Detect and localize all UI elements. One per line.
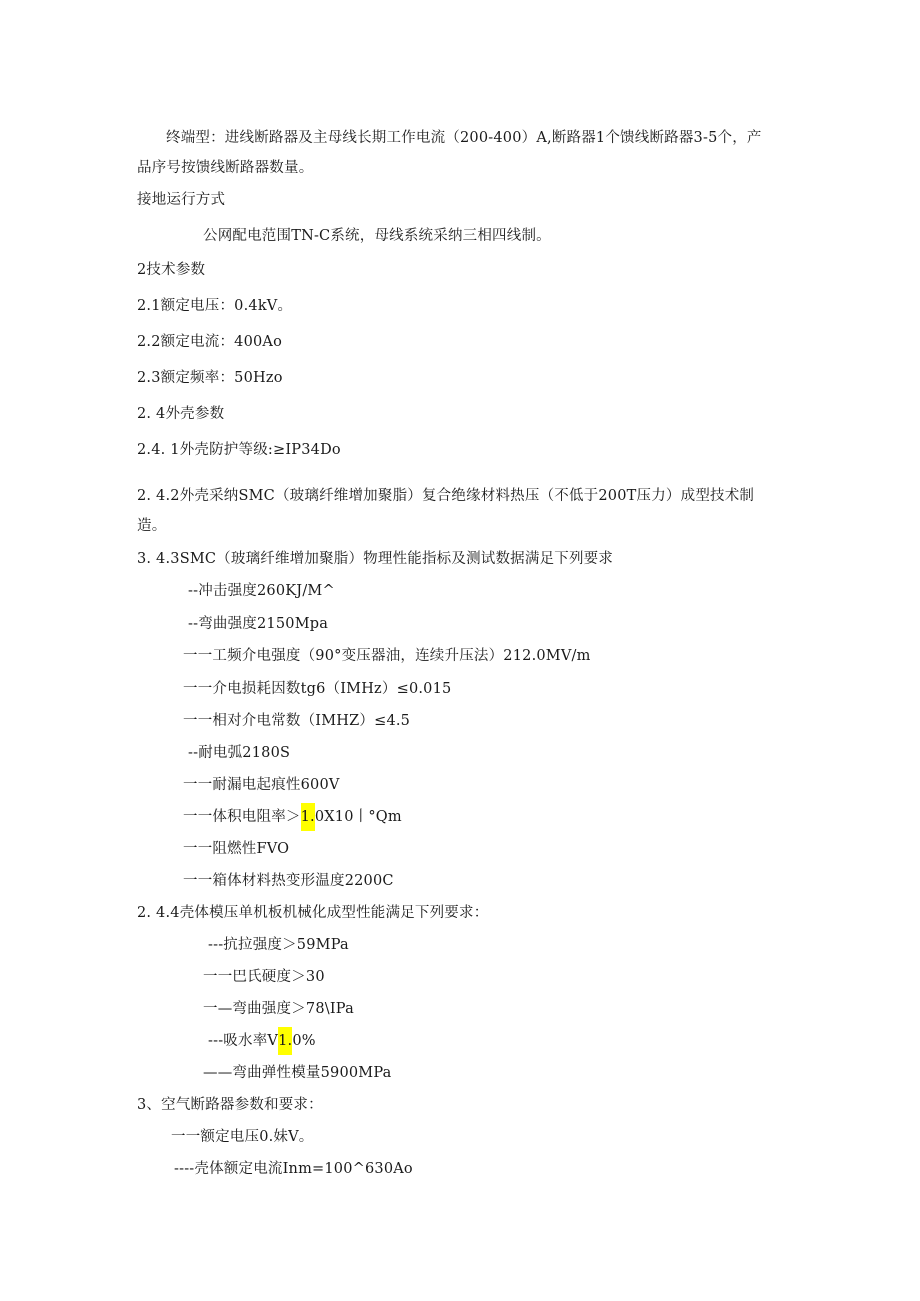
paragraph-grounding-system: 公网配电范围TN-C系统，母线系统采纳三相四线制。 bbox=[203, 228, 551, 244]
spec-barcol-hardness: 一一巴氏硬度＞30 bbox=[203, 969, 325, 985]
spec-dielectric-strength: 一一工频介电强度（90°变压器油，连续升压法）212.0MV/m bbox=[183, 648, 591, 664]
spec-volume-resistivity bbox=[183, 807, 402, 827]
spec-flame-retardancy: 一一阻燃性FVO bbox=[183, 841, 290, 857]
heading-molding-performance: 2. 4.4壳体模压单机板机械化成型性能满足下列要求： bbox=[137, 905, 489, 921]
spec-breaker-rated-voltage: 一一额定电压0.妹V。 bbox=[171, 1129, 314, 1145]
spec-bending-strength-2: 一—弯曲强度＞78\IPa bbox=[203, 1001, 354, 1017]
spec-flexural-modulus: ——弯曲弹性模量5900MPa bbox=[203, 1065, 392, 1081]
paragraph-terminal-type: 终端型：进线断路器及主母线长期工作电流（200-400）A,断路器1个馈线断路器3-5个，产 bbox=[166, 130, 762, 146]
heading-air-breaker: 3、空气断路器参数和要求： bbox=[137, 1097, 323, 1113]
spec-dielectric-loss: 一一介电损耗因数tg6（IMHz）≤0.015 bbox=[183, 681, 452, 697]
spec-water-absorption bbox=[208, 1031, 316, 1051]
spec-tensile-strength: ---抗拉强度＞59MPa bbox=[208, 937, 349, 953]
spec-bending-strength: --弯曲强度2150Mpa bbox=[188, 616, 329, 632]
spec-heat-deflection: 一一箱体材料热变形温度2200C bbox=[183, 873, 394, 889]
param-rated-frequency: 2.3额定频率：50Hzo bbox=[137, 370, 283, 386]
spec-arc-resistance: --耐电弧2180S bbox=[188, 745, 291, 761]
spec-volume-resistivity-value: 0X10丨°Qm bbox=[314, 809, 402, 825]
paragraph-terminal-type-cont: 品序号按馈线断路器数量。 bbox=[137, 160, 314, 176]
spec-water-absorption-label: ---吸水率V bbox=[208, 1033, 279, 1049]
param-rated-current: 2.2额定电流：400Ao bbox=[137, 334, 283, 350]
heading-tech-params: 2技术参数 bbox=[137, 262, 206, 278]
heading-enclosure-params: 2. 4外壳参数 bbox=[137, 406, 225, 422]
highlighted-text: 1. bbox=[278, 1027, 292, 1055]
spec-volume-resistivity-label: 一一体积电阻率＞ bbox=[183, 809, 301, 825]
paragraph-smc-material-cont: 造。 bbox=[137, 518, 167, 534]
spec-breaker-frame-current: ----壳体额定电流Inm=100^630Ao bbox=[174, 1161, 413, 1177]
param-rated-voltage: 2.1额定电压：0.4kV。 bbox=[137, 298, 293, 314]
spec-tracking-resistance: 一一耐漏电起痕性600V bbox=[183, 777, 340, 793]
heading-grounding-mode: 接地运行方式 bbox=[137, 192, 226, 208]
spec-water-absorption-value: 0% bbox=[292, 1033, 316, 1049]
spec-impact-strength: --冲击强度260KJ/M^ bbox=[188, 583, 335, 599]
highlighted-text: 1. bbox=[301, 803, 315, 831]
heading-smc-physical: 3. 4.3SMC（玻璃纤维增加聚脂）物理性能指标及测试数据满足下列要求 bbox=[137, 551, 614, 567]
paragraph-smc-material: 2. 4.2外壳采纳SMC（玻璃纤维增加聚脂）复合绝缘材料热压（不低于200T压力）成型技术制 bbox=[137, 488, 755, 504]
param-protection-grade: 2.4. 1外壳防护等级:≥IP34Do bbox=[137, 442, 341, 458]
spec-permittivity: 一一相对介电常数（IMHZ）≤4.5 bbox=[183, 713, 411, 729]
